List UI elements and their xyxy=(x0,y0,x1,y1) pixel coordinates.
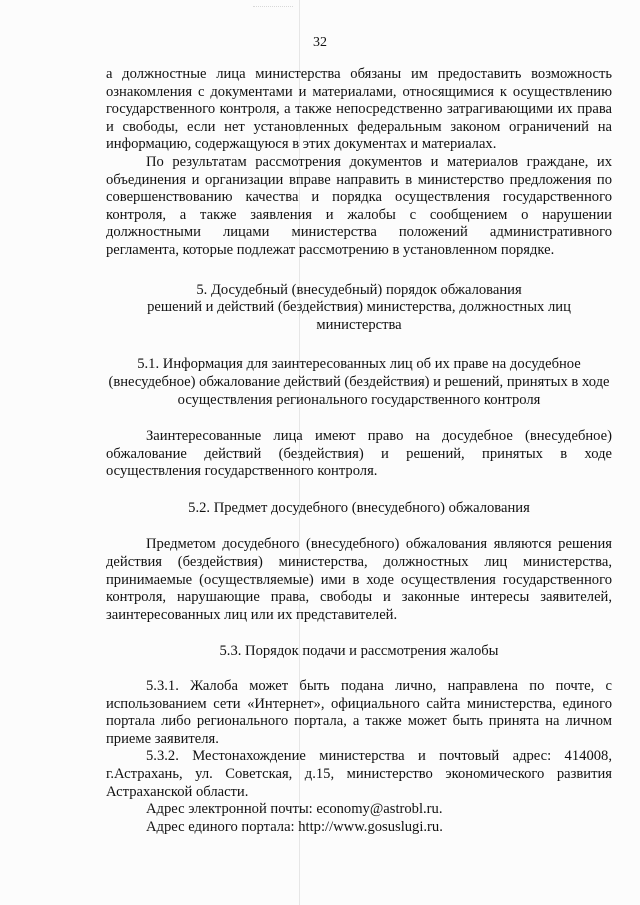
section-5-title-line-2: решений и действий (бездействия) министерства, должностных лиц xyxy=(147,299,571,316)
paragraph-5-3-1: 5.3.1. Жалоба может быть подана лично, направлена по почте, с использованием сети «Интернет», официального сайта министерства, единого портала либо регионального портала, а также может быть принята на личном приеме заявителя. xyxy=(106,678,612,747)
section-5-title xyxy=(106,282,612,335)
subsection-5-2-text: Предметом досудебного (внесудебного) обжалования являются решения действия (бездействия) министерства, должностных лиц министерства, принимаемые (осуществляемые) ими в ходе осуществления государственного контроля, нарушающие права, свободы и законные интересы заявителей, заинтересованных лиц или их представителей. xyxy=(106,536,612,623)
email-line: Адрес электронной почты: economy@astrobl.ru. xyxy=(146,801,443,818)
section-5-title-line-3: министерства xyxy=(316,316,402,333)
paragraph-5-3-2: 5.3.2. Местонахождение министерства и почтовый адрес: 414008, г.Астрахань, ул. Советская, д.15, министерство экономического развития Астраханской области. xyxy=(106,748,612,800)
paragraph-results: По результатам рассмотрения документов и материалов граждане, их объединения и организации вправе направить в министерство предложения по совершенствованию качества и порядка осуществления государственного контроля, а также заявления и жалобы с сообщением о нарушении должностными лицами министерства положений административного регламента, которые подлежат рассмотрению в установленном порядке. xyxy=(106,153,612,258)
subsection-5-1-text: Заинтересованные лица имеют право на досудебное (внесудебное) обжалование действий (бездействия) и решений, принятых в ходе осуществления государственного контроля. xyxy=(106,428,612,480)
portal-line: Адрес единого портала: http://www.gosuslugi.ru. xyxy=(146,818,443,835)
page-number: 32 xyxy=(313,35,327,50)
paragraph-continuation: а должностные лица министерства обязаны им предоставить возможность ознакомления с документами и материалами, относящимися к осуществлению государственного контроля, а также непосредственно затрагивающими их права и свободы, если нет установленных федеральным законом ограничений на информацию, содержащуюся в этих документах и материалах. xyxy=(106,66,612,153)
scan-artifact xyxy=(253,0,293,7)
subsection-5-1-title: 5.1. Информация для заинтересованных лиц об их праве на досудебное (внесудебное) обжалование действий (бездействия) и решений, принятых в ходе осуществления регионального государственного контроля xyxy=(108,356,610,408)
section-5-title-line-1: 5. Досудебный (внесудебный) порядок обжалования xyxy=(196,281,522,298)
document-body xyxy=(106,66,612,836)
subsection-5-3-title: 5.3. Порядок подачи и рассмотрения жалобы xyxy=(219,643,499,660)
subsection-5-2-title: 5.2. Предмет досудебного (внесудебного) обжалования xyxy=(188,499,530,516)
